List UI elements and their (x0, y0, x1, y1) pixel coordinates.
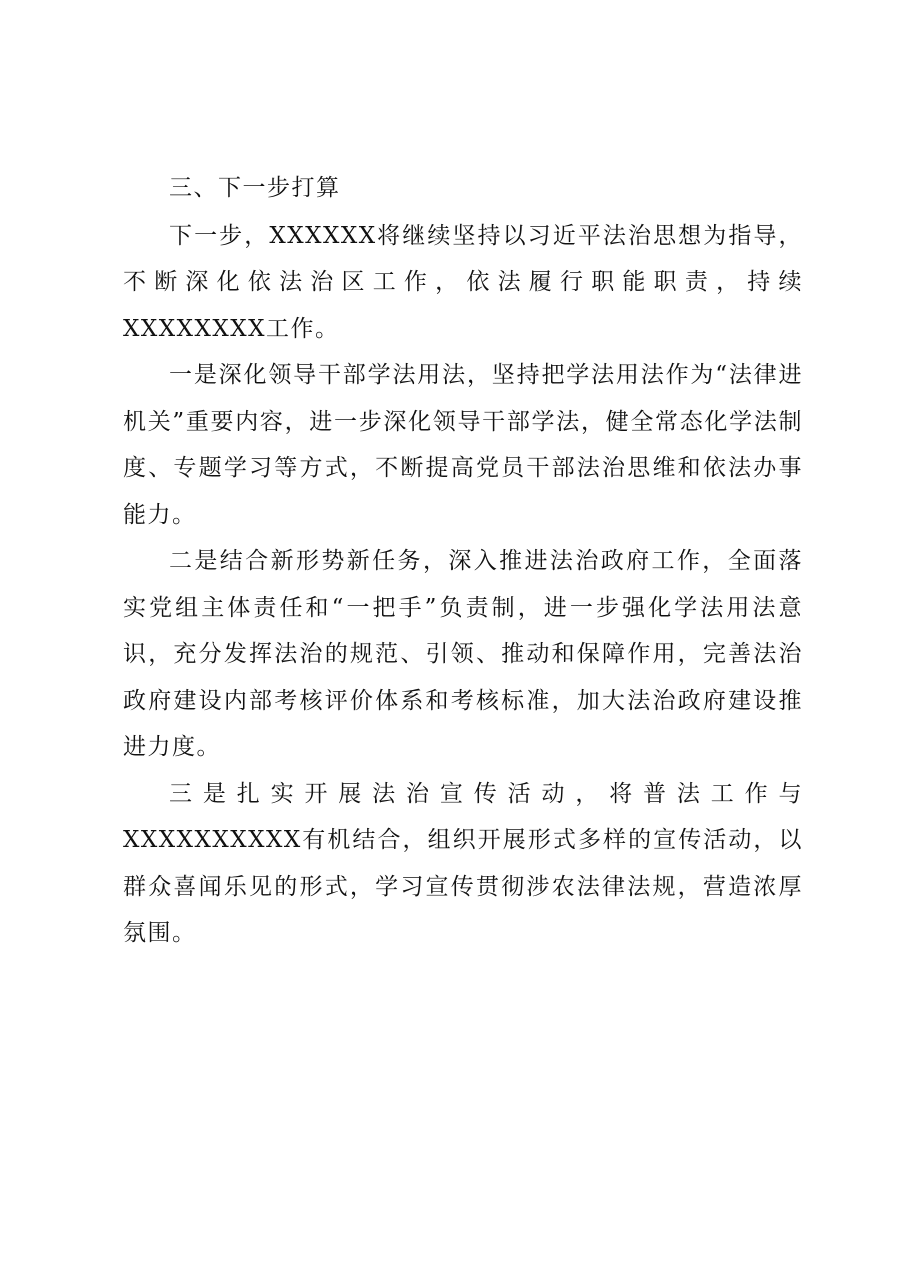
paragraph-point-one: 一是深化领导干部学法用法，坚持把学法用法作为“法律进机关”重要内容，进一步深化领导干部学法，健全常态化学法制度、专题学习等方式，不断提高党员干部法治思维和依法办事能力。 (123, 362, 803, 528)
document-body (123, 165, 803, 957)
section-heading: 三、下一步打算 (169, 175, 341, 201)
paragraph-point-three: 三是扎实开展法治宣传活动，将普法工作与XXXXXXXXXX有机结合，组织开展形式多样的宣传活动，以群众喜闻乐见的形式，学习宣传贯彻涉农法律法规，营造浓厚氛围。 (123, 780, 803, 946)
paragraph-point-two: 二是结合新形势新任务，深入推进法治政府工作，全面落实党组主体责任和“一把手”负责制，进一步强化学法用法意识，充分发挥法治的规范、引领、推动和保障作用，完善法治政府建设内部考核评价体系和考核标准，加大法治政府建设推进力度。 (123, 548, 803, 760)
paragraph-next-steps: 下一步，XXXXXX将继续坚持以习近平法治思想为指导，不断深化依法治区工作，依法履行职能职责，持续XXXXXXXX工作。 (123, 222, 803, 342)
